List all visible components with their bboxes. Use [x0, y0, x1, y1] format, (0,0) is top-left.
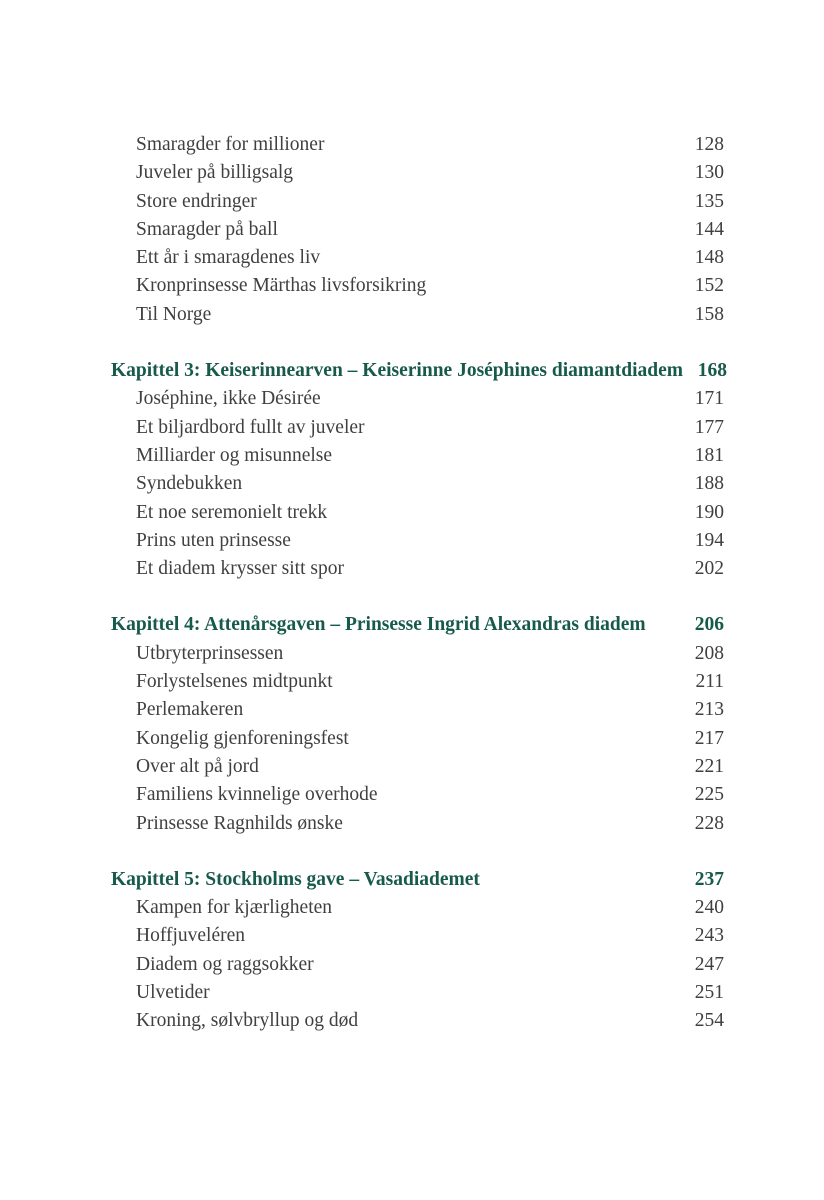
- toc-entry-page-number: 243: [694, 925, 724, 947]
- toc-entry-row: [111, 272, 724, 300]
- toc-entry-row: [111, 979, 724, 1007]
- toc-entry-title: Syndebukken: [136, 473, 243, 495]
- toc-entry-row: [111, 499, 724, 527]
- toc-entry-title: Store endringer: [136, 190, 257, 212]
- toc-entry-row: [111, 725, 724, 753]
- toc-entry-page-number: 254: [694, 1010, 724, 1032]
- toc-entry-title: Kongelig gjenforeningsfest: [136, 727, 349, 749]
- toc-entry-title: Kampen for kjærligheten: [136, 897, 333, 919]
- toc-chapter-row: [111, 357, 727, 385]
- toc-entry-page-number: 171: [694, 388, 724, 410]
- toc-entry-page-number: 181: [694, 444, 724, 466]
- toc-entry-page-number: 247: [694, 953, 724, 975]
- toc-chapter-title: Kapittel 3: Keiserinnearven – Keiserinne Joséphines diamantdiadem: [111, 360, 683, 382]
- toc-entry-title: Smaragder for millioner: [136, 134, 325, 155]
- toc-chapter-page-number: 237: [694, 868, 724, 890]
- toc-entry-title: Et diadem krysser sitt spor: [136, 558, 344, 580]
- toc-entry-page-number: 240: [694, 897, 724, 919]
- toc-entry-row: [111, 244, 724, 272]
- toc-entry-row: [111, 922, 724, 950]
- toc-entry-title: Prinsesse Ragnhilds ønske: [136, 812, 343, 834]
- toc-entry-row: [111, 442, 724, 470]
- toc-chapter-row: [111, 866, 724, 894]
- toc-entry-page-number: 152: [694, 275, 724, 297]
- toc-entry-row: [111, 188, 724, 216]
- toc-entry-row: [111, 385, 724, 413]
- toc-entry-title: Til Norge: [136, 303, 212, 325]
- toc-entry-page-number: 228: [694, 812, 724, 834]
- toc-entry-title: Kronprinsesse Märthas livsforsikring: [136, 275, 427, 297]
- toc-entry-row: [111, 1007, 724, 1035]
- toc-entry-row: [111, 894, 724, 922]
- toc-entry-page-number: 251: [694, 982, 724, 1004]
- toc-entry-page-number: 202: [694, 558, 724, 580]
- toc-entry-title: Kroning, sølvbryllup og død: [136, 1010, 359, 1032]
- toc-entry-title: Over alt på jord: [136, 755, 259, 777]
- toc-entry-row: [111, 527, 724, 555]
- toc-entry-title: Smaragder på ball: [136, 218, 278, 240]
- toc-entry-title: Forlystelsenes midtpunkt: [136, 671, 333, 693]
- toc-entry-title: Prins uten prinsesse: [136, 529, 291, 551]
- toc-entry-page-number: 148: [694, 247, 724, 269]
- toc-entry-title: Hoffjuveléren: [136, 925, 246, 947]
- toc-chapter-title: Kapittel 5: Stockholms gave – Vasadiademet: [111, 868, 480, 890]
- toc-entry-title: Perlemakeren: [136, 699, 244, 721]
- toc-entry-page-number: 135: [694, 190, 724, 212]
- toc-entry-page-number: 128: [694, 134, 724, 155]
- toc-entry-page-number: 225: [694, 784, 724, 806]
- toc-entry-row: [111, 301, 724, 329]
- toc-entry-row: [111, 668, 724, 696]
- toc-entry-page-number: 177: [694, 416, 724, 438]
- toc-entry-title: Familiens kvinnelige overhode: [136, 784, 378, 806]
- toc-entry-page-number: 213: [694, 699, 724, 721]
- toc-entry-title: Ett år i smaragdenes liv: [136, 247, 321, 269]
- toc-entry-page-number: 211: [695, 671, 724, 693]
- toc-entry-row: [111, 414, 724, 442]
- toc-chapter-page-number: 206: [694, 614, 724, 636]
- toc-entry-title: Utbryterprinsessen: [136, 642, 284, 664]
- toc-entry-page-number: 217: [694, 727, 724, 749]
- toc-entry-row: [111, 951, 724, 979]
- toc-entry-title: Ulvetider: [136, 982, 210, 1004]
- toc-entry-row: [111, 555, 724, 583]
- toc-entry-title: Et noe seremonielt trekk: [136, 501, 328, 523]
- toc-entry-title: Diadem og raggsokker: [136, 953, 314, 975]
- toc-chapter-row: [111, 611, 724, 639]
- toc-entry-page-number: 194: [694, 529, 724, 551]
- toc-entry-row: [111, 810, 724, 838]
- toc-entry-title: Juveler på billigsalg: [136, 162, 294, 184]
- toc-entry-title: Joséphine, ikke Désirée: [136, 388, 321, 410]
- toc-entry-row: [111, 781, 724, 809]
- table-of-contents: [111, 131, 727, 1036]
- toc-entry-row: [111, 159, 724, 187]
- toc-entry-title: Milliarder og misunnelse: [136, 444, 333, 466]
- toc-entry-page-number: 221: [694, 755, 724, 777]
- toc-entry-row: [111, 470, 724, 498]
- toc-entry-page-number: 190: [694, 501, 724, 523]
- toc-entry-row: [111, 753, 724, 781]
- toc-entry-page-number: 130: [694, 162, 724, 184]
- toc-chapter-page-number: 168: [697, 360, 727, 382]
- toc-entry-page-number: 188: [694, 473, 724, 495]
- toc-entry-page-number: 158: [694, 303, 724, 325]
- toc-entry-title: Et biljardbord fullt av juveler: [136, 416, 365, 438]
- toc-entry-page-number: 144: [694, 218, 724, 240]
- toc-entry-row: [111, 131, 724, 159]
- toc-entry-row: [111, 640, 724, 668]
- toc-entry-row: [111, 216, 724, 244]
- toc-chapter-title: Kapittel 4: Attenårsgaven – Prinsesse Ingrid Alexandras diadem: [111, 614, 646, 636]
- toc-entry-row: [111, 696, 724, 724]
- toc-entry-page-number: 208: [694, 642, 724, 664]
